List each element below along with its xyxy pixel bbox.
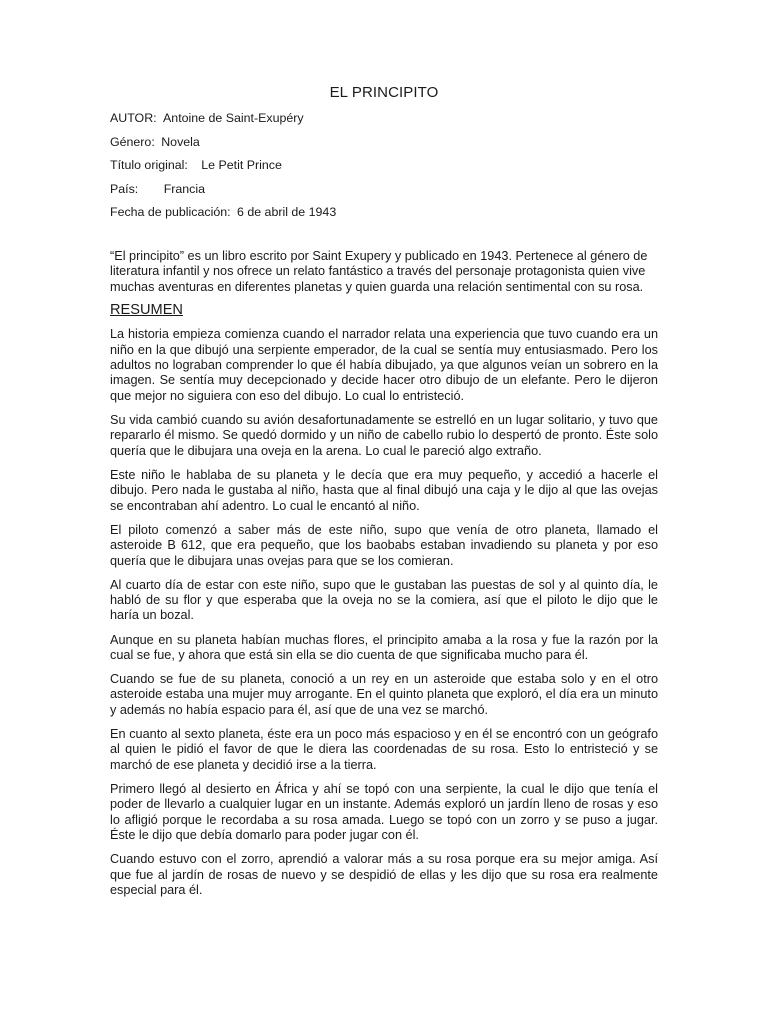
summary-paragraph-7: Cuando se fue de su planeta, conoció a un rey en un asteroide que estaba solo y en el otro asteroide estaba una mujer muy arrogante. En el quinto planeta que exploró, el día era un minuto y además no había espacio para él, así que de una vez se marchó. [110, 672, 658, 717]
original-title-line [110, 158, 658, 182]
genre-value: Novela [161, 134, 200, 149]
summary-paragraph-8: En cuanto al sexto planeta, éste era un poco más espacioso y en él se encontró con un geógrafo al quien le pidió el favor de que le diera las coordenadas de su rosa. Esto lo entristeció y se marchó de ese planeta y decidió irse a la tierra. [110, 726, 658, 772]
summary-heading: RESUMEN [110, 302, 183, 319]
document-body [110, 249, 658, 907]
author-line [110, 111, 658, 135]
country-value: Francia [163, 181, 206, 196]
summary-paragraph-2: Su vida cambió cuando su avión desafortunadamente se estrelló en un lugar solitario, y tuvo que repararlo él mismo. Se quedó dormido y un niño de cabello rubio lo despertó de pronto. Éste solo quería que le dibujara una oveja en la arena. Lo cual le pareció algo extraño. [110, 412, 658, 458]
original-title-value: Le Petit Prince [201, 158, 282, 172]
summary-paragraph-6: Aunque en su planeta habían muchas flores, el principito amaba a la rosa y fue la razón por la cual se fue, y ahora que está sin ella se dio cuenta de que significaba mucho para él. [110, 632, 658, 662]
metadata-block [110, 111, 658, 229]
author-label: AUTOR: [110, 111, 157, 125]
summary-paragraph-5: Al cuarto día de estar con este niño, supo que le gustaban las puestas de sol y al quinto día, le habló de su flor y que esperaba que la oveja no se la comiera, así que el piloto le dijo que le haría un bozal. [110, 577, 658, 623]
publication-value: 6 de abril de 1943 [237, 205, 337, 219]
summary-paragraph-3: Este niño le hablaba de su planeta y le decía que era muy pequeño, y accedió a hacerle el dibujo. Pero nada le gustaba al niño, hasta que al final dibujó una caja y le dijo al que las ovejas se encontraban ahí adentro. Lo cual le encantó al niño. [110, 467, 658, 513]
summary-paragraph-10: Cuando estuvo con el zorro, aprendió a valorar más a su rosa porque era su mejor amiga. Así que fue al jardín de rosas de nuevo y se despidió de ellas y les dijo que su rosa era realmente especial para él. [110, 852, 658, 897]
publication-label: Fecha de publicación: [110, 205, 231, 219]
author-value: Antoine de Saint-Exupéry [163, 111, 304, 125]
summary-paragraph-1: La historia empieza comienza cuando el narrador relata una experiencia que tuvo cuando era un niño en la que dibujó una serpiente emperador, de la cual se sentía muy entusiasmado. Pero los adultos no lograban comprender lo que él había dibujado, ya que algunos veían un sobrero en la imagen. Se sentía muy decepcionado y decide hacer otro dibujo de un elefante. Pero le dijeron que mejor no siguiera con eso del dibujo. Lo cual lo entristeció. [110, 327, 658, 403]
intro-paragraph: “El principito” es un libro escrito por Saint Exupery y publicado en 1943. Pertenece al género de literatura infantil y nos ofrece un relato fantástico a través del personaje protagonista quien vive muchas aventuras en diferentes planetas y quien guarda una relación sentimental con su rosa. [110, 249, 648, 294]
original-title-label: Título original: [110, 158, 188, 172]
publication-line [110, 205, 658, 229]
genre-line [110, 135, 658, 159]
document-title: EL PRINCIPITO [329, 84, 439, 101]
summary-paragraph-9: Primero llegó al desierto en África y ahí se topó con una serpiente, la cual le dijo que tenía el poder de llevarlo a cualquier lugar en un instante. Además exploró un jardín lleno de rosas y eso lo afligió porque le recordaba a su rosa amada. Luego se topó con un zorro y se puso a jugar. Éste le dijo que debía domarlo para poder jugar con él. [110, 781, 658, 843]
summary-paragraph-4: El piloto comenzó a saber más de este niño, supo que venía de otro planeta, llamado el asteroide B 612, que era pequeño, que los baobabs estaban invadiendo su planeta y por eso quería que le dibujara unas ovejas para que se los comieran. [110, 522, 658, 568]
country-line [110, 182, 658, 206]
genre-label: Género: [110, 134, 155, 149]
country-label: País: [110, 181, 139, 196]
